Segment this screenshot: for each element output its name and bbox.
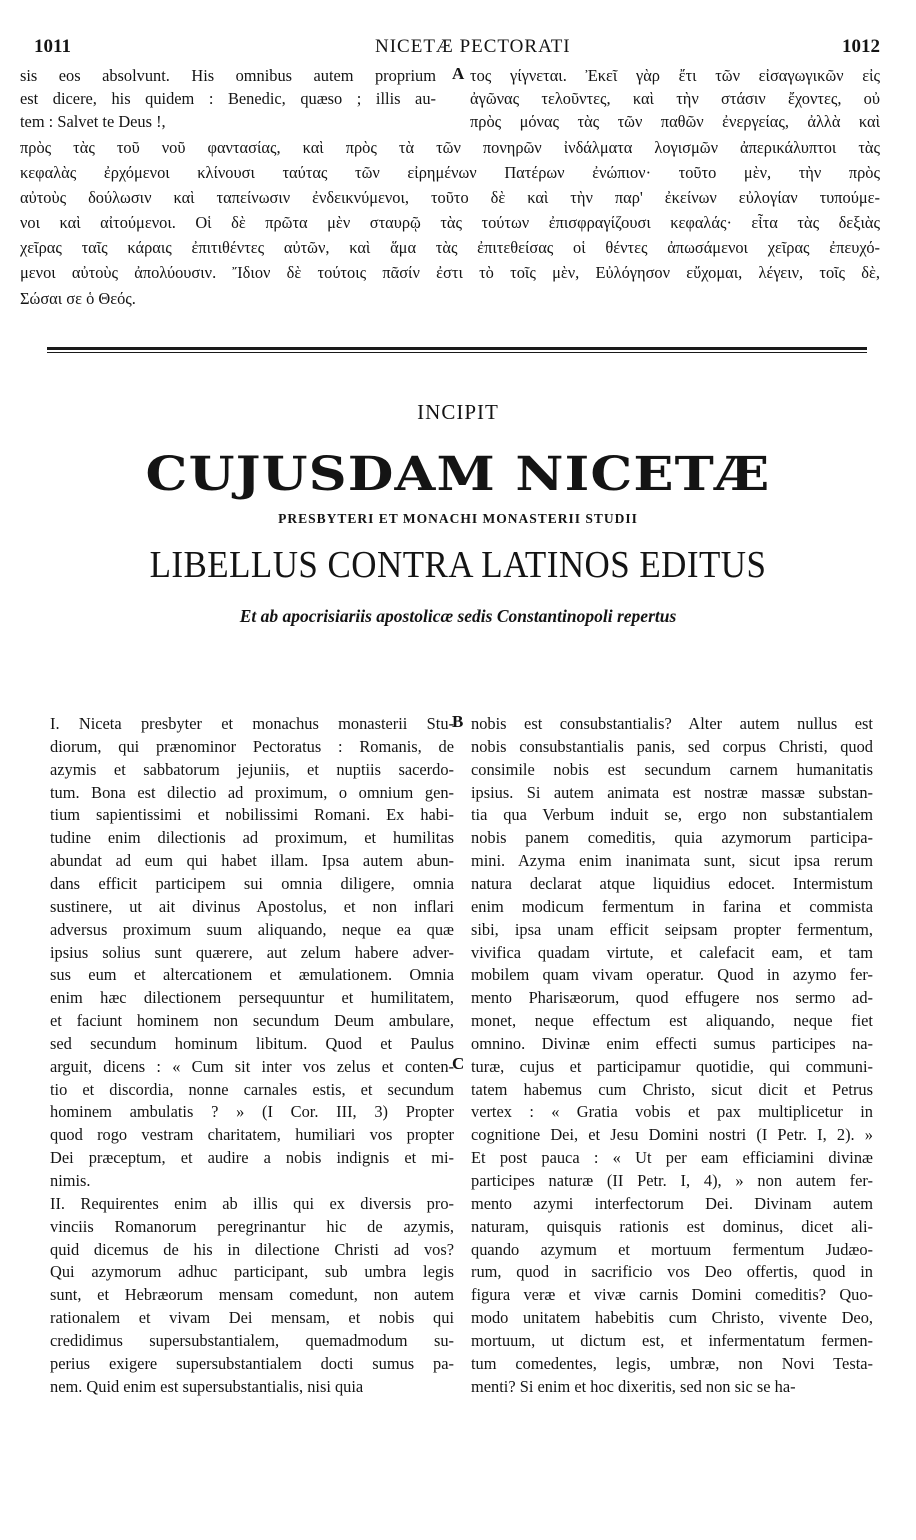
top-left-line: est dicere, his quidem : Benedic, quæso ; illis au-	[20, 89, 436, 108]
right-column-line: tum comedentes, legis, umbræ, non Novi Testa-	[471, 1353, 873, 1373]
right-column-line: naturam, quisquis rationis est dominus, dicet ali-	[471, 1216, 873, 1236]
left-column-line: tio et discordia, nonne carnales estis, et secundum	[50, 1079, 454, 1099]
left-column-line: nem. Quid enim est supersubstantialis, nisi quia	[50, 1376, 364, 1396]
right-column-line: monet, neque effectum est aliquando, neque fiet	[471, 1011, 873, 1031]
margin-marker-a: A	[452, 64, 465, 83]
left-column-line: diorum, qui prænominor Pectoratus : Romanis, de	[50, 736, 454, 756]
left-column-line: et faciunt hominem non secundum Deum ambulare,	[50, 1011, 454, 1031]
left-column-line: hominem ambulatis ? » (I Cor. III, 3) Propter	[50, 1102, 454, 1122]
libellus-title: LIBELLUS CONTRA LATINOS EDITUS	[149, 544, 767, 586]
left-column-line: tium sapientissimi et nobilissimi Romani. Ex habi-	[50, 805, 454, 825]
right-column-line: figura veræ et vivæ carnis Domini comeditis? Quo-	[471, 1285, 873, 1305]
right-column-line: Et post pauca : « Ut per eam efficiamini divinæ	[471, 1148, 873, 1168]
top-right-line: ἀγῶνας τελοῦντες, καὶ τὴν στάσιν ἔχοντες, οὐ	[470, 89, 880, 108]
right-column-line: nobis est consubstantialis? Alter autem nullus est	[471, 714, 873, 733]
greek-line: πρὸς τὰς τοῦ νοῦ φαντασίας, καὶ πρὸς τὰ τῶν πονηρῶν ἰνδάλματα λογισμῶν ἀπερικάλυπτοι τὰς	[20, 138, 880, 157]
left-column-line: abundat ad eum qui habet illam. Ipsa autem abun-	[50, 851, 454, 871]
right-column-line: ipsius. Si autem animata est nostræ massæ substan-	[471, 782, 873, 802]
left-column-line: arguit, dicens : « Cum sit inter vos zelus et conten-	[50, 1056, 454, 1076]
running-title: NICETÆ PECTORATI	[375, 36, 571, 57]
left-column-line: sustinere, ut ait divinus Apostolus, et non inflari	[50, 896, 454, 916]
right-column-line: cognitione Dei, et Jesu Domini nostri (I Petr. I, 2). »	[471, 1125, 873, 1145]
right-column-line: quando azymum et mortuum fermentum Judæo-	[471, 1239, 873, 1259]
right-column-line: nobis panem comeditis, quia azymorum participa-	[471, 828, 873, 848]
right-column-line: mento azymi interfectorum Dei. Divinam autem	[471, 1193, 873, 1213]
greek-line: νοι καὶ αἰτούμενοι. Οἱ δὲ πρῶτα μὲν σταυρῷ τὰς τούτων ἐπισφραγίζουσι κεφαλάς· εἶτα τὰς δεξιὰς	[20, 213, 880, 232]
left-column-line: quod rogo vestram charitatem, humiliari vos propter	[50, 1125, 454, 1145]
greek-line: κεφαλὰς ἐρχόμενοι κλίνουσι ταύτας τῶν εἰρημένων Πατέρων ἐνώπιον· τοῦτο μὲν, τὴν πρὸς	[20, 163, 880, 182]
main-title: CUJUSDAM NICETÆ	[145, 447, 771, 502]
right-column-line: turæ, cujus et participamur quotidie, qui communi-	[471, 1056, 873, 1076]
top-right-line: τος γίγνεται. Ἐκεῖ γὰρ ἔτι τῶν εἰσαγωγικῶν εἰς	[470, 66, 880, 85]
left-column-line: adversus proximum suum aliquando, neque ea quæ	[50, 919, 454, 939]
right-column-line: tia qua Verbum induit se, ergo non substantialem	[471, 805, 873, 825]
right-column-line: natura declarat atque liquidius edocet. Intermistum	[471, 873, 873, 893]
greek-line: αὐτοὺς δούλωσιν καὶ ταπείνωσιν ἐνδεικνύμενοι, τοῦτο δὲ καὶ τὴν παρ' ἐκείνων εὐλογίαν τυπούμε-	[20, 188, 880, 207]
right-column-line: mento Pharisæorum, quod effugere nos sermo ad-	[471, 988, 873, 1008]
page-number-right: 1012	[842, 36, 880, 57]
left-column-line: azymis et sabbatorum jejuniis, et nuptiis sacerdo-	[50, 759, 454, 779]
page-number-left: 1011	[34, 36, 71, 57]
right-column-line: tatem habemus cum Christo, sicut dicit et Petrus	[471, 1079, 873, 1099]
right-column-line: mortuum, ut dictum est, et infermentatum fermen-	[471, 1330, 873, 1350]
top-right-line: πρὸς μόνας τὰς τῶν παθῶν ἐνεργείας, ἀλλὰ καὶ	[470, 112, 880, 131]
left-column-line: tudine enim dilectionis ad proximum, et humilitas	[50, 828, 454, 848]
greek-line: χεῖρας ταῖς κάραις ἐπιτιθέντες αὐτῶν, καὶ ἅμα τὰς ἐπιτεθείσας οἱ θέντες ἀπωσάμενοι χεῖρας ἐπευχό-	[20, 238, 880, 257]
left-column-line: tum. Bona est dilectio ad proximum, o omnium gen-	[50, 782, 454, 802]
left-column-line: sed secundum hominum libitum. Quod et Paulus	[50, 1033, 454, 1053]
subtitle: PRESBYTERI ET MONACHI MONASTERII STUDII	[278, 511, 638, 526]
left-column-line: enim hæc dilectionem persequuntur et humilitatem,	[50, 988, 454, 1008]
left-column-line: sunt, et Hebræorum mensam comedunt, non autem	[50, 1285, 454, 1305]
margin-marker-b: B	[452, 712, 464, 731]
right-column-line: mobilem quam vivam operatur. Quod in azymo fer-	[471, 965, 873, 985]
right-column-line: vivifica quadam virtute, et calefacit eam, et tam	[471, 942, 873, 962]
right-column-line: participes naturæ (II Petr. I, 4), » non autem fer-	[471, 1171, 873, 1190]
margin-marker-c: C	[452, 1054, 465, 1073]
tagline: Et ab apocrisiariis apostolicæ sedis Constantinopoli repertus	[239, 606, 677, 626]
right-column-line: rum, quod in sacrificio vos Deo offertis, quod in	[471, 1262, 873, 1282]
right-column-line: consimile nobis est secundum carnem humanitatis	[471, 759, 873, 779]
left-column-line: dans efficit participem sui omnia diligere, omnia	[50, 873, 454, 893]
right-column-line: omnino. Divinæ enim effecti sumus participes na-	[471, 1033, 873, 1053]
left-column-line: nimis.	[50, 1171, 91, 1190]
left-column-line: perius exigere supersubstantialem docti sumus pa-	[50, 1353, 454, 1373]
left-column-line: credidimus supersubstantialem, quemadmodum su-	[50, 1330, 454, 1350]
incipit-heading: INCIPIT	[417, 400, 499, 424]
left-column-line: II. Requirentes enim ab illis qui ex diversis pro-	[50, 1193, 454, 1213]
right-column-line: sibi, ipsa unam efficit seipsam propter fermentum,	[471, 919, 873, 939]
left-column-line: ipsius solius sunt quærere, aut zelum habere adver-	[50, 942, 454, 962]
left-column-line: Dei præceptum, et audire a nobis indignis et mi-	[50, 1148, 454, 1168]
right-column-line: vertex : « Gratia vobis et pax multiplicetur in	[471, 1102, 873, 1122]
running-header	[30, 36, 880, 60]
greek-line: μενοι αὐτοὺς ἀπολύουσιν. Ἴδιον δὲ τούτοις πᾶσίν ἐστι τὸ τοῖς μὲν, Εὐλόγησον εὔχομαι, λέγειν, τοῖς δὲ,	[20, 263, 880, 282]
top-left-line: sis eos absolvunt. His omnibus autem proprium	[20, 66, 436, 85]
left-column-line: vinciis Romanorum peregrinantur hic de azymis,	[50, 1216, 454, 1236]
right-column-line: menti? Si enim et hoc dixeritis, sed non sic se ha-	[471, 1376, 796, 1396]
right-column-line: mini. Azyma enim inanimata sunt, sicut ipsa rerum	[471, 851, 873, 871]
section-rule-thin	[47, 352, 867, 353]
left-column-line: I. Niceta presbyter et monachus monasterii Stu-	[50, 714, 454, 733]
top-left-line: tem : Salvet te Deus !,	[20, 112, 166, 131]
greek-line: Σώσαι σε ὁ Θεός.	[20, 289, 136, 308]
left-column-line: rationalem et vivam Dei mensam, et nobis qui	[50, 1308, 454, 1328]
right-column-line: enim modicum fermentum in farina et commista	[471, 896, 873, 916]
section-rule-thick	[47, 347, 867, 350]
right-column-line: modo unitatem habebitis cum Christo, vivente Deo,	[471, 1308, 873, 1328]
left-column-line: Qui azymorum adhuc participant, sub umbra legis	[50, 1262, 454, 1282]
right-column-line: nobis consubstantialis panis, sed corpus Christi, quod	[471, 736, 873, 756]
left-column-line: sus eum et altercationem et æmulationem. Omnia	[50, 965, 454, 985]
left-column-line: quid dicemus de his in dilectione Christi ad vos?	[50, 1239, 454, 1259]
